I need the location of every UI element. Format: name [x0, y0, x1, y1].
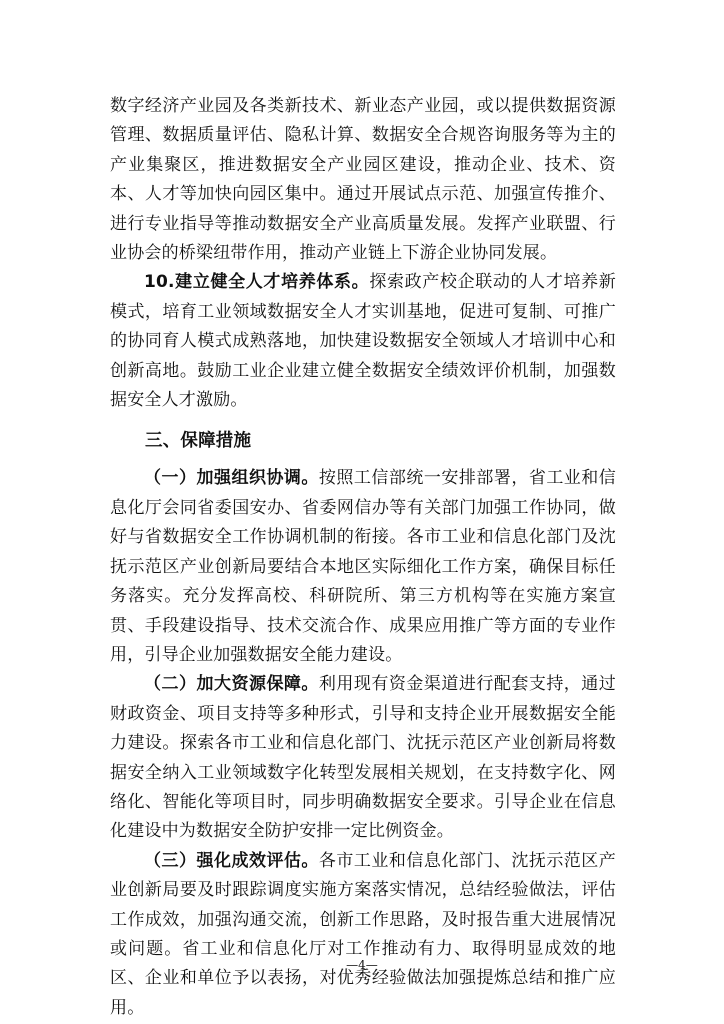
paragraph-lead: （一）加强组织协调。	[144, 468, 319, 489]
paragraph-lead: 10.建立健全人才培养体系。	[144, 272, 370, 293]
section-heading: 三、保障措施	[145, 431, 252, 452]
paragraph-lead: （三）强化成效评估。	[144, 850, 319, 871]
paragraph-resources	[110, 670, 616, 846]
paragraph-text: 探索政产校企联动的人才培养新模式，培育工业领域数据安全人才实训基地，促进可复制、可推广的协同育人模式成熟落地，加快建设数据安全领域人才培训中心和创新高地。鼓励工业企业建立健全数据安全绩效评价机制，加强数据安全人才激励。	[110, 272, 616, 411]
paragraph-evaluation	[110, 847, 616, 1023]
paragraph-lead: （二）加大资源保障。	[144, 674, 319, 695]
paragraph-text: 按照工信部统一安排部署，省工业和信息化厅会同省委国安办、省委网信办等有关部门加强工作协同，做好与省数据安全工作协调机制的衔接。各市工业和信息化部门及沈抚示范区产业创新局要结合本地区实际细化工作方案，确保目标任务落实。充分发挥高校、科研院所、第三方机构等在实施方案宣贯、手段建设指导、技术交流合作、成果应用推广等方面的专业作用，引导企业加强数据安全能力建设。	[110, 468, 616, 665]
page-number: —4—	[346, 958, 378, 972]
paragraph-text: 各市工业和信息化部门、沈抚示范区产业创新局要及时跟踪调度实施方案落实情况，总结经验做法，评估工作成效，加强沟通交流，创新工作思路，及时报告重大进展情况或问题。省工业和信息化厅对工作推动有力、取得明显成效的地区、企业和单位予以表扬，对优秀经验做法加强提炼总结和推广应用。	[110, 850, 616, 1018]
paragraph-talent-system	[110, 268, 616, 415]
paragraph-organization	[110, 464, 616, 670]
paragraph-industrial-parks	[110, 92, 616, 268]
paragraph-text: 数字经济产业园及各类新技术、新业态产业园，或以提供数据资源管理、数据质量评估、隐私计算、数据安全合规咨询服务等为主的产业集聚区，推进数据安全产业园区建设，推动企业、技术、资本、人才等加快向园区集中。通过开展试点示范、加强宣传推介、进行专业指导等推动数据安全产业高质量发展。发挥产业联盟、行业协会的桥梁纽带作用，推动产业链上下游企业协同发展。	[110, 96, 616, 264]
paragraph-text: 利用现有资金渠道进行配套支持，通过财政资金、项目支持等多种形式，引导和支持企业开展数据安全能力建设。探索各市工业和信息化部门、沈抚示范区产业创新局将数据安全纳入工业领域数字化转型发展相关规划，在支持数字化、网络化、智能化等项目时，同步明确数据安全要求。引导企业在信息化建设中为数据安全防护安排一定比例资金。	[110, 674, 616, 842]
document-body	[110, 92, 616, 1023]
